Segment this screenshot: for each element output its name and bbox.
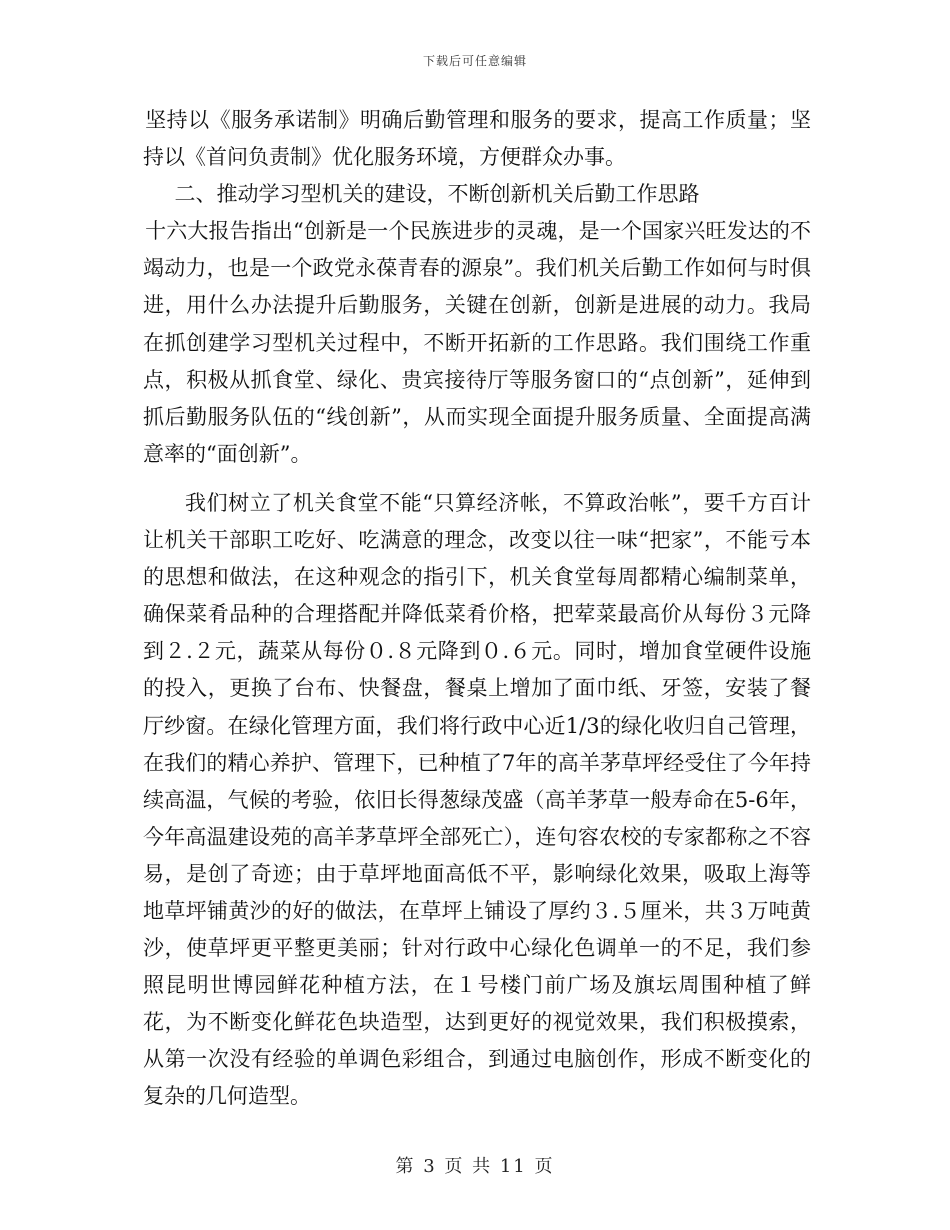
page-header: 下载后可任意编辑	[422, 54, 527, 68]
section-heading-learning-organization: 二、推动学习型机关的建设，不断创新机关后勤工作思路	[174, 182, 700, 207]
paragraph-service-commitment: 坚持以《服务承诺制》明确后勤管理和服务的要求，提高工作质量；坚持以《首问负责制》优化服务环境，方便群众办事。	[143, 108, 811, 170]
document-body	[143, 102, 811, 1116]
paragraph-innovation: 十六大报告指出“创新是一个民族进步的灵魂，是一个国家兴旺发达的不竭动力，也是一个政党永葆青春的源泉”。我们机关后勤工作如何与时俱进，用什么办法提升后勤服务，关键在创新，创新是进展的动力。我局在抓创建学习型机关过程中，不断开拓新的工作思路。我们围绕工作重点，积极从抓食堂、绿化、贵宾接待厅等服务窗口的“点创新”，延伸到抓后勤服务队伍的“线创新”，从而实现全面提升服务质量、全面提高满意率的“面创新”。	[143, 219, 811, 466]
page-number-footer: 第 3 页 共 11 页	[395, 1156, 555, 1177]
paragraph-canteen-greening: 我们树立了机关食堂不能“只算经济帐，不算政治帐”，要千方百计让机关干部职工吃好、吃满意的理念，改变以往一味“把家”，不能亏本的思想和做法，在这种观念的指引下，机关食堂每周都精心编制菜单，确保菜肴品种的合理搭配并降低菜肴价格，把荤菜最高价从每份３元降到２.２元，蔬菜从每份０.８元降到０.６元。同时，增加食堂硬件设施的投入，更换了台布、快餐盘，餐桌上增加了面巾纸、牙签，安装了餐厅纱窗。在绿化管理方面，我们将行政中心近1/3的绿化收归自己管理，在我们的精心养护、管理下，已种植了7年的高羊茅草坪经受住了今年持续高温，气候的考验，依旧长得葱绿茂盛（高羊茅草一般寿命在5-6年，今年高温建设苑的高羊茅草坪全部死亡），连句容农校的专家都称之不容易，是创了奇迹；由于草坪地面高低不平，影响绿化效果，吸取上海等地草坪铺黄沙的好的做法，在草坪上铺设了厚约３.５厘米，共３万吨黄沙，使草坪更平整更美丽；针对行政中心绿化色调单一的不足，我们参照昆明世博园鲜花种植方法，在１号楼门前广场及旗坛周围种植了鲜花，为不断变化鲜花色块造型，达到更好的视觉效果，我们积极摸索，从第一次没有经验的单调色彩组合，到通过电脑创作，形成不断变化的复杂的几何造型。	[143, 490, 811, 1109]
